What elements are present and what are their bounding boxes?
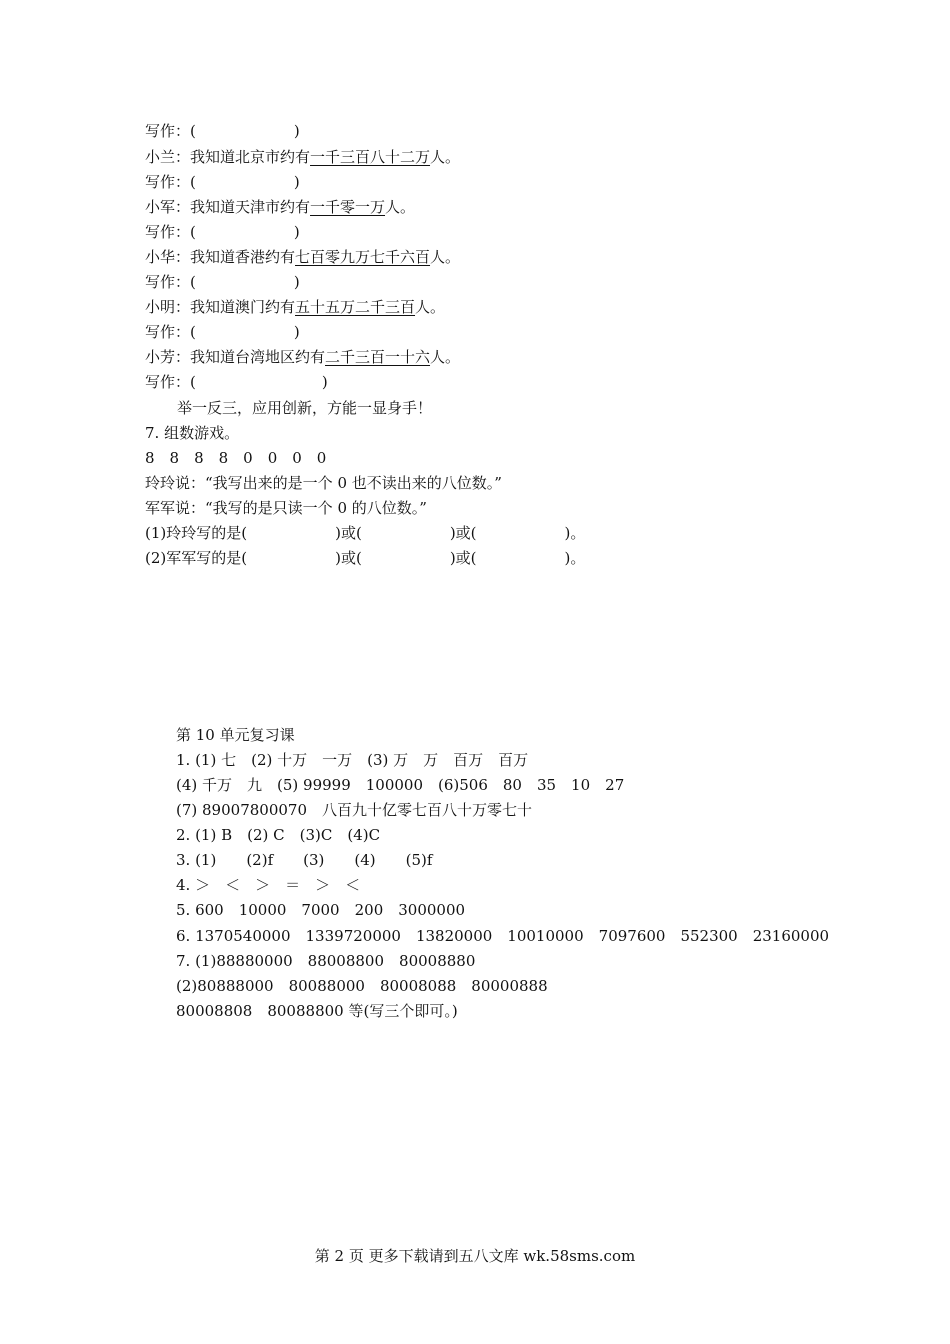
lingling-statement: 玲玲说：“我写出来的是一个 0 也不读出来的八位数。” — [145, 474, 502, 492]
q7-part1: (1)玲玲写的是( )或( )或( )。 — [145, 524, 586, 542]
q7-part2: (2)军军写的是( )或( )或( )。 — [145, 549, 586, 567]
answer-line: 5. 600 10000 7000 200 3000000 — [176, 901, 466, 919]
answer-line: (7) 89007800070 八百九十亿零七百八十万零七十 — [176, 801, 532, 819]
write-line-4: 写作：( ) — [145, 323, 300, 341]
digit-cards: 8 8 8 8 0 0 0 0 — [145, 449, 327, 467]
q7-title: 7. 组数游戏。 — [145, 424, 240, 442]
page-footer: 第 2 页 更多下载请到五八文库 wk.58sms.com — [314, 1247, 636, 1265]
answer-line: 7. (1)88880000 88008800 80008880 — [176, 952, 476, 970]
statement-xiaofang: 小芳：我知道台湾地区约有二千三百一十六人。 — [145, 348, 461, 366]
statement-xiaolan: 小兰：我知道北京市约有一千三百八十二万人。 — [145, 148, 461, 166]
junjun-statement: 军军说：“我写的是只读一个 0 的八位数。” — [145, 499, 427, 517]
write-line-3: 写作：( ) — [145, 273, 300, 291]
answers-title: 第 10 单元复习课 — [176, 726, 295, 744]
answer-line: 3. (1) (2)f (3) (4) (5)f — [176, 851, 433, 869]
write-line-5: 写作：( ) — [145, 373, 328, 391]
statement-xiaoming: 小明：我知道澳门约有五十五万二千三百人。 — [145, 298, 446, 316]
answer-line: 1. (1) 七 (2) 十万 一万 (3) 万 万 百万 百万 — [176, 751, 529, 769]
write-line-0: 写作：( ) — [145, 122, 300, 140]
answer-line: (4) 千万 九 (5) 99999 100000 (6)506 80 35 10 27 — [176, 776, 625, 794]
answer-line: 6. 1370540000 1339720000 13820000 10010000 7097600 552300 23160000 — [176, 927, 830, 945]
answer-line: 80008808 80088800 等(写三个即可。) — [176, 1002, 458, 1020]
answer-line: (2)80888000 80088000 80008088 80000888 — [176, 977, 548, 995]
motto: 举一反三，应用创新，方能一显身手！ — [177, 399, 433, 417]
answer-line: 4. ＞ ＜ ＞ ＝ ＞ ＜ — [176, 876, 361, 894]
write-line-2: 写作：( ) — [145, 223, 300, 241]
write-line-1: 写作：( ) — [145, 173, 300, 191]
statement-xiaohua: 小华：我知道香港约有七百零九万七千六百人。 — [145, 248, 461, 266]
answer-line: 2. (1) B (2) C (3)C (4)C — [176, 826, 381, 844]
statement-xiaojun: 小军：我知道天津市约有一千零一万人。 — [145, 198, 416, 216]
